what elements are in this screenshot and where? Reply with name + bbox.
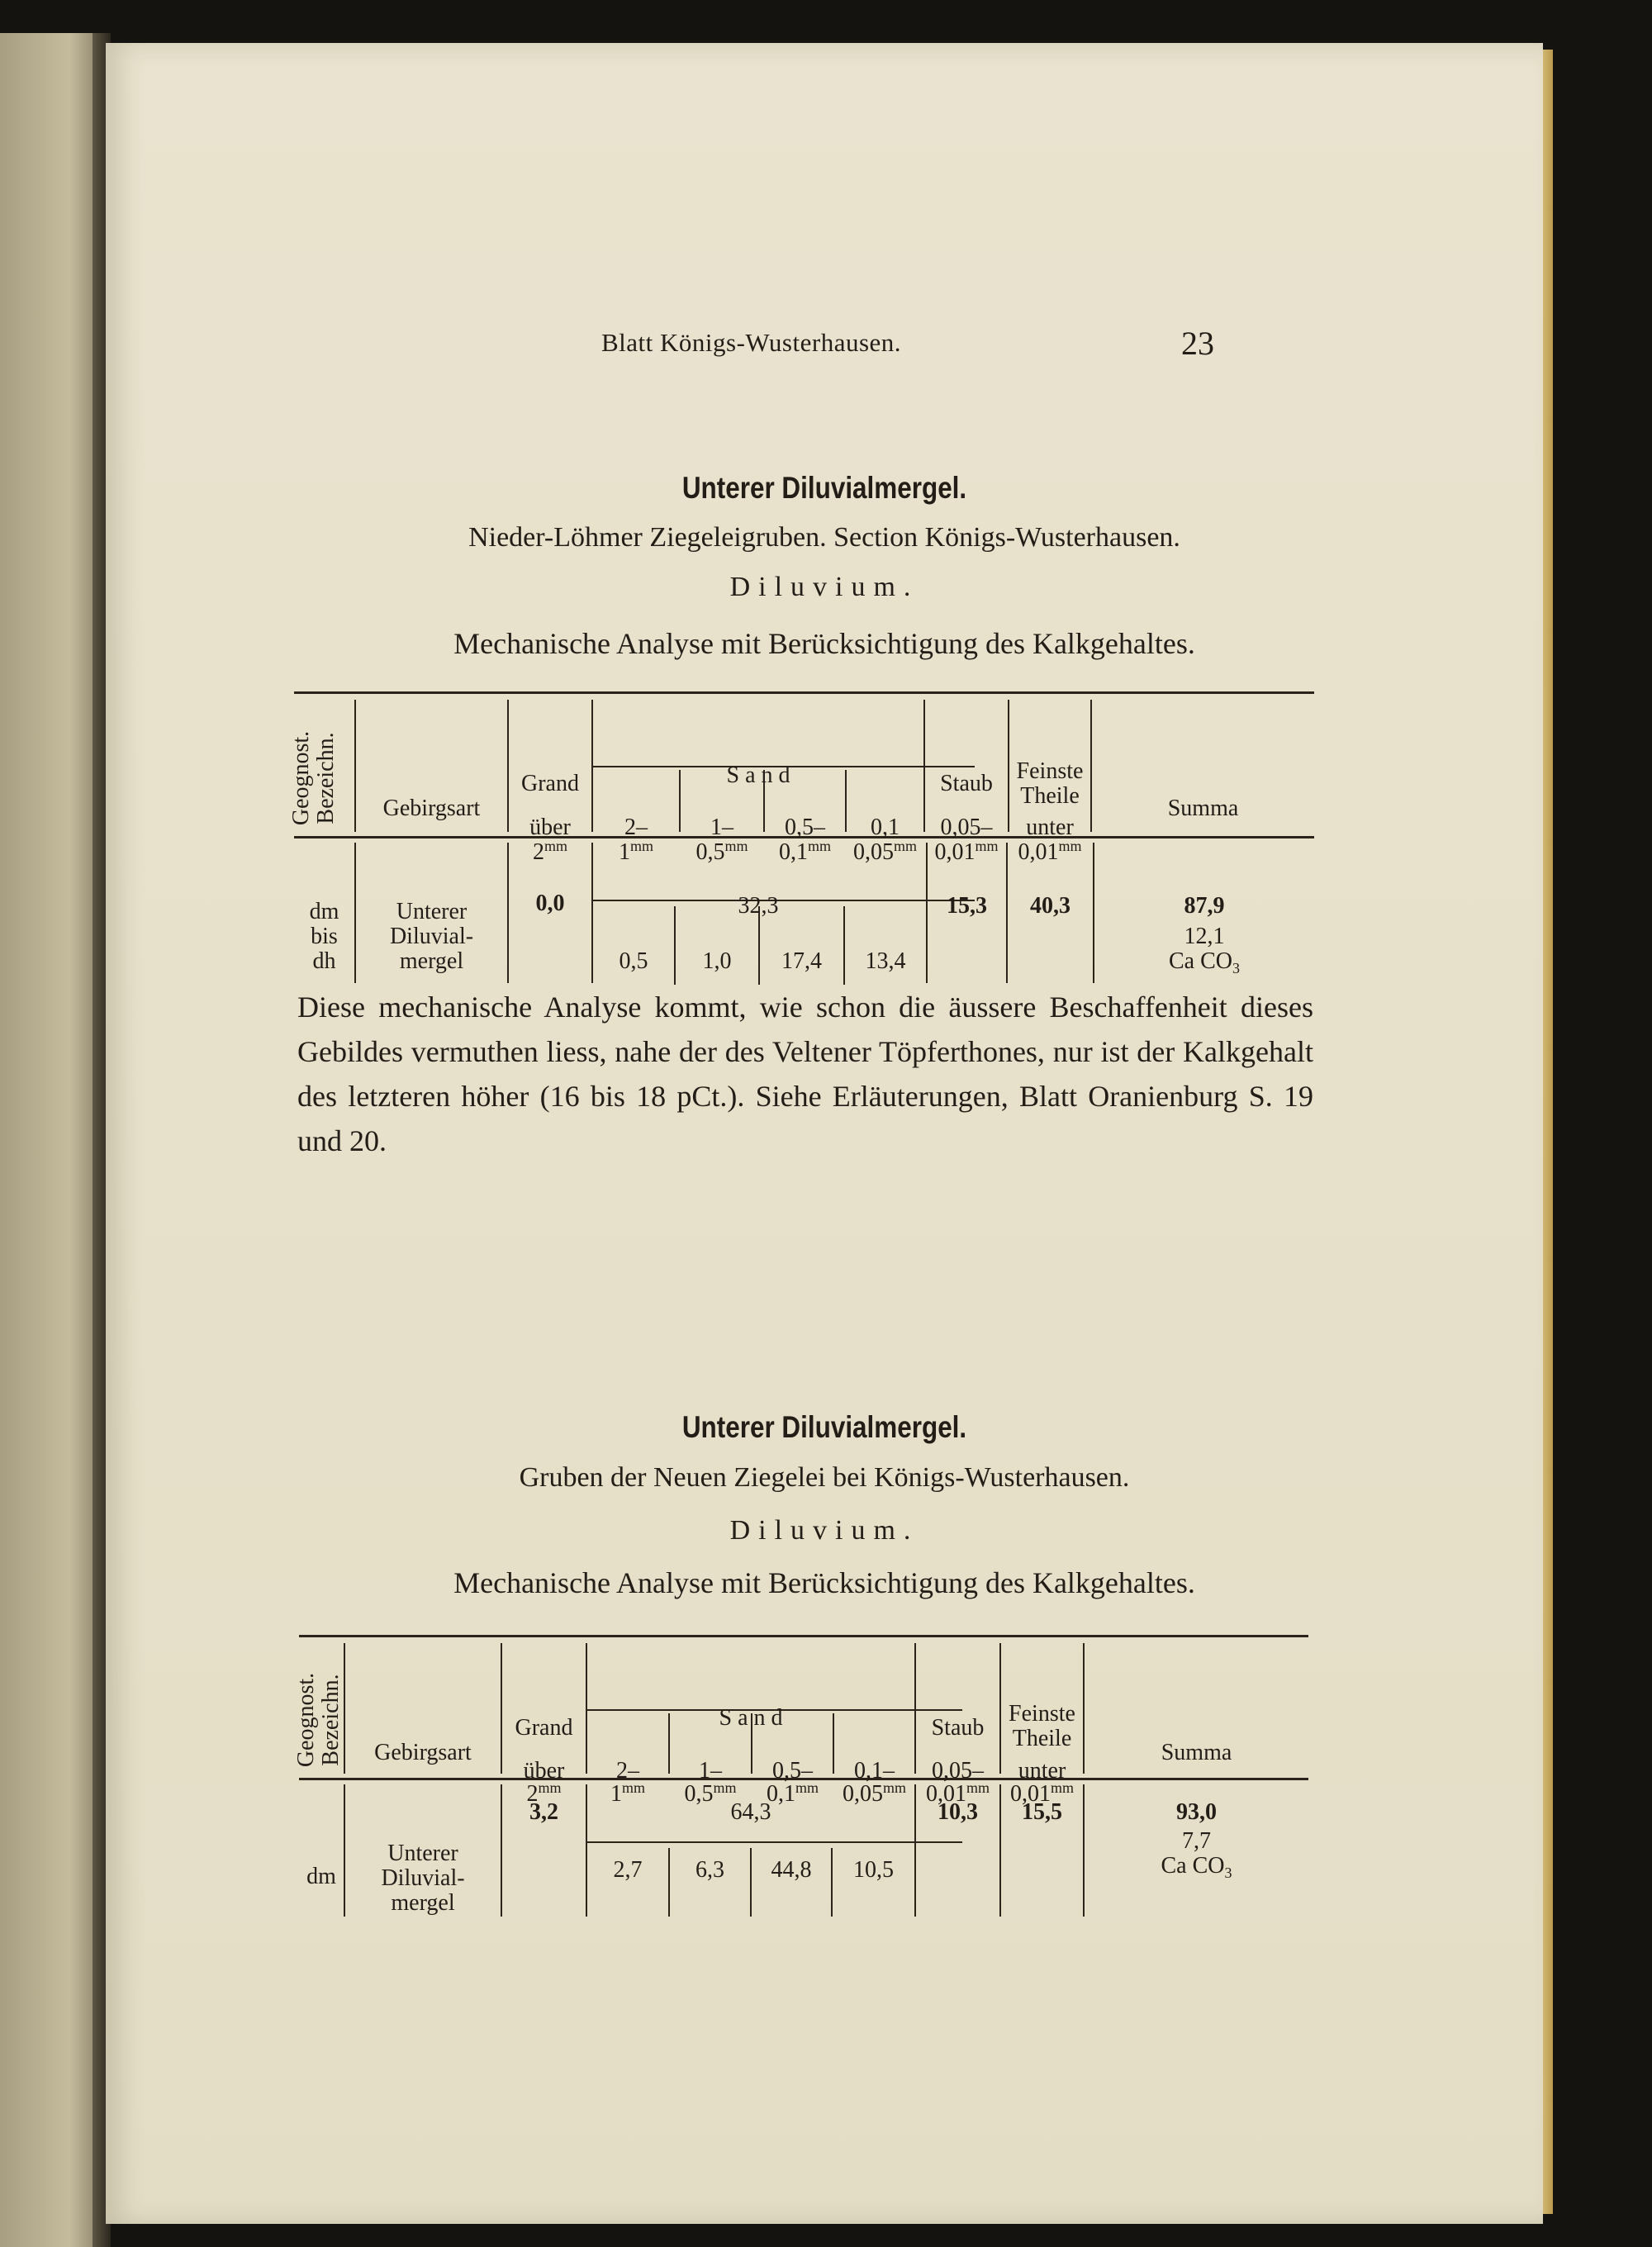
left-page-edge xyxy=(0,33,99,2247)
col-feinste-sub: unter xyxy=(1026,815,1074,840)
sand-size-3: $0,1^{mm}$ xyxy=(766,1779,819,1807)
row-kalk: 12,1 xyxy=(1184,924,1225,949)
row-sand-part-3: 17,4 xyxy=(781,948,822,974)
sand-size-1: $1^{mm}$ xyxy=(610,1779,645,1807)
col-grand-size: $2^{mm}$ xyxy=(526,1779,562,1807)
section-2-analysis-title: Mechanische Analyse mit Berücksichtigung des Kalkgehaltes. xyxy=(453,1566,1195,1599)
row-staub: 10,3 xyxy=(938,1799,978,1825)
sand-sub-1: 2– xyxy=(616,1758,639,1784)
row-sand-part-4: 10,5 xyxy=(853,1857,894,1883)
col-staub-sub: 0,05– xyxy=(932,1758,984,1784)
row-gebirgsart-1: Unterer xyxy=(387,1841,458,1866)
section-1-title: Unterer Diluvialmergel. xyxy=(681,471,967,505)
col-staub-size: $0,01^{mm}$ xyxy=(934,838,999,865)
row-feinste: 40,3 xyxy=(1030,893,1070,919)
col-grand: Grand xyxy=(515,1715,573,1741)
row-sand-part-3: 44,8 xyxy=(771,1857,812,1883)
sand-size-1: $1^{mm}$ xyxy=(618,838,653,865)
section-2-location: Gruben der Neuen Ziegelei bei Königs-Wusterhausen. xyxy=(519,1462,1130,1493)
sand-size-4: $0,05^{mm}$ xyxy=(842,1779,906,1807)
row-feinste: 15,5 xyxy=(1022,1799,1062,1825)
col-grand-size: $2^{mm}$ xyxy=(532,838,567,865)
row-geognost-2: bis xyxy=(311,924,338,949)
section-1-analysis-title: Mechanische Analyse mit Berücksichtigung des Kalkgehaltes. xyxy=(453,627,1195,660)
section-1-formation: Diluvium. xyxy=(729,572,919,602)
col-feinste-size: $0,01^{mm}$ xyxy=(1009,1779,1074,1807)
section-2-title: Unterer Diluvialmergel. xyxy=(681,1410,967,1444)
sand-sub-3: 0,5– xyxy=(772,1758,813,1784)
row-geognost-1: dm xyxy=(306,1864,336,1889)
col-summa: Summa xyxy=(1161,1740,1232,1765)
sand-sub-4: 0,1– xyxy=(854,1758,895,1784)
row-summa: 93,0 xyxy=(1176,1799,1217,1825)
col-feinste: Feinste xyxy=(1016,758,1084,784)
body-paragraph: Diese mechanische Analyse kommt, wie schon die äussere Beschaffenheit dieses Gebildes vermuthen liess, nahe der des Veltener Töpferthones, nur ist der Kalkgehalt des letzteren höher (16 bis 18 pCt.). Siehe Erläuterungen, Blatt Oranienburg S. 19 und 20. xyxy=(297,990,1313,1157)
row-summa: 87,9 xyxy=(1184,893,1225,919)
sand-size-4: $0,05^{mm}$ xyxy=(852,838,917,865)
row-geognost-1: dm xyxy=(309,899,339,924)
page-number: 23 xyxy=(1181,325,1214,362)
col-grand-sub: über xyxy=(523,1758,565,1784)
row-geognost-3: dh xyxy=(312,948,336,974)
row-sand-part-1: 0,5 xyxy=(619,948,648,974)
col-sand: S a n d xyxy=(719,1705,783,1731)
sand-sub-3: 0,5– xyxy=(785,815,825,840)
sand-size-2: $0,5^{mm}$ xyxy=(684,1779,737,1807)
sand-sub-2: 1– xyxy=(710,815,733,840)
col-feinste-size: $0,01^{mm}$ xyxy=(1018,838,1082,865)
sand-sub-2: 1– xyxy=(699,1758,722,1784)
row-gebirgsart-1: Unterer xyxy=(396,899,468,924)
col-gebirgsart: Gebirgsart xyxy=(374,1740,472,1765)
col-feinste-2: Theile xyxy=(1020,783,1080,809)
running-head: Blatt Königs-Wusterhausen. xyxy=(601,328,902,357)
sand-size-2: $0,5^{mm}$ xyxy=(695,838,748,865)
book-page xyxy=(106,43,1543,2224)
row-kalk-label: Ca $CO_3$ xyxy=(1161,1853,1232,1881)
row-grand: 3,2 xyxy=(529,1799,558,1825)
col-sand: S a n d xyxy=(726,762,790,788)
col-summa: Summa xyxy=(1167,796,1239,821)
col-gebirgsart: Gebirgsart xyxy=(382,796,481,821)
sand-sub-1: 2– xyxy=(624,815,648,840)
row-kalk-label: Ca $CO_3$ xyxy=(1169,948,1240,976)
row-gebirgsart-3: mergel xyxy=(399,948,464,974)
row-sand-total: 32,3 xyxy=(738,893,779,919)
col-feinste-sub: unter xyxy=(1018,1758,1066,1784)
col-feinste-2: Theile xyxy=(1012,1726,1072,1751)
row-sand-part-2: 6,3 xyxy=(695,1857,724,1883)
col-staub-size: $0,01^{mm}$ xyxy=(925,1779,990,1807)
col-geognost: Geognost. Bezeichn. xyxy=(288,730,339,826)
col-staub: Staub xyxy=(940,771,993,796)
section-1-location: Nieder-Löhmer Ziegeleigruben. Section Königs-Wusterhausen. xyxy=(468,522,1180,553)
col-staub: Staub xyxy=(931,1715,985,1741)
row-gebirgsart-2: Diluvial- xyxy=(389,924,474,949)
row-sand-part-1: 2,7 xyxy=(613,1857,643,1883)
row-sand-total: 64,3 xyxy=(730,1799,771,1825)
col-geognost: Geognost. Bezeichn. xyxy=(293,1672,344,1768)
col-grand: Grand xyxy=(521,771,579,796)
row-kalk: 7,7 xyxy=(1182,1828,1211,1854)
row-staub: 15,3 xyxy=(947,893,987,919)
col-grand-sub: über xyxy=(529,815,571,840)
row-grand: 0,0 xyxy=(535,891,565,916)
sand-size-3: $0,1^{mm}$ xyxy=(778,838,831,865)
sand-sub-4: 0,1 xyxy=(871,815,900,840)
col-staub-sub: 0,05– xyxy=(940,815,993,840)
row-gebirgsart-2: Diluvial- xyxy=(381,1865,465,1891)
col-feinste: Feinste xyxy=(1009,1701,1075,1727)
row-gebirgsart-3: mergel xyxy=(391,1890,455,1916)
row-sand-part-2: 1,0 xyxy=(702,948,732,974)
section-2-formation: Diluvium. xyxy=(729,1515,919,1546)
row-sand-part-4: 13,4 xyxy=(865,948,906,974)
